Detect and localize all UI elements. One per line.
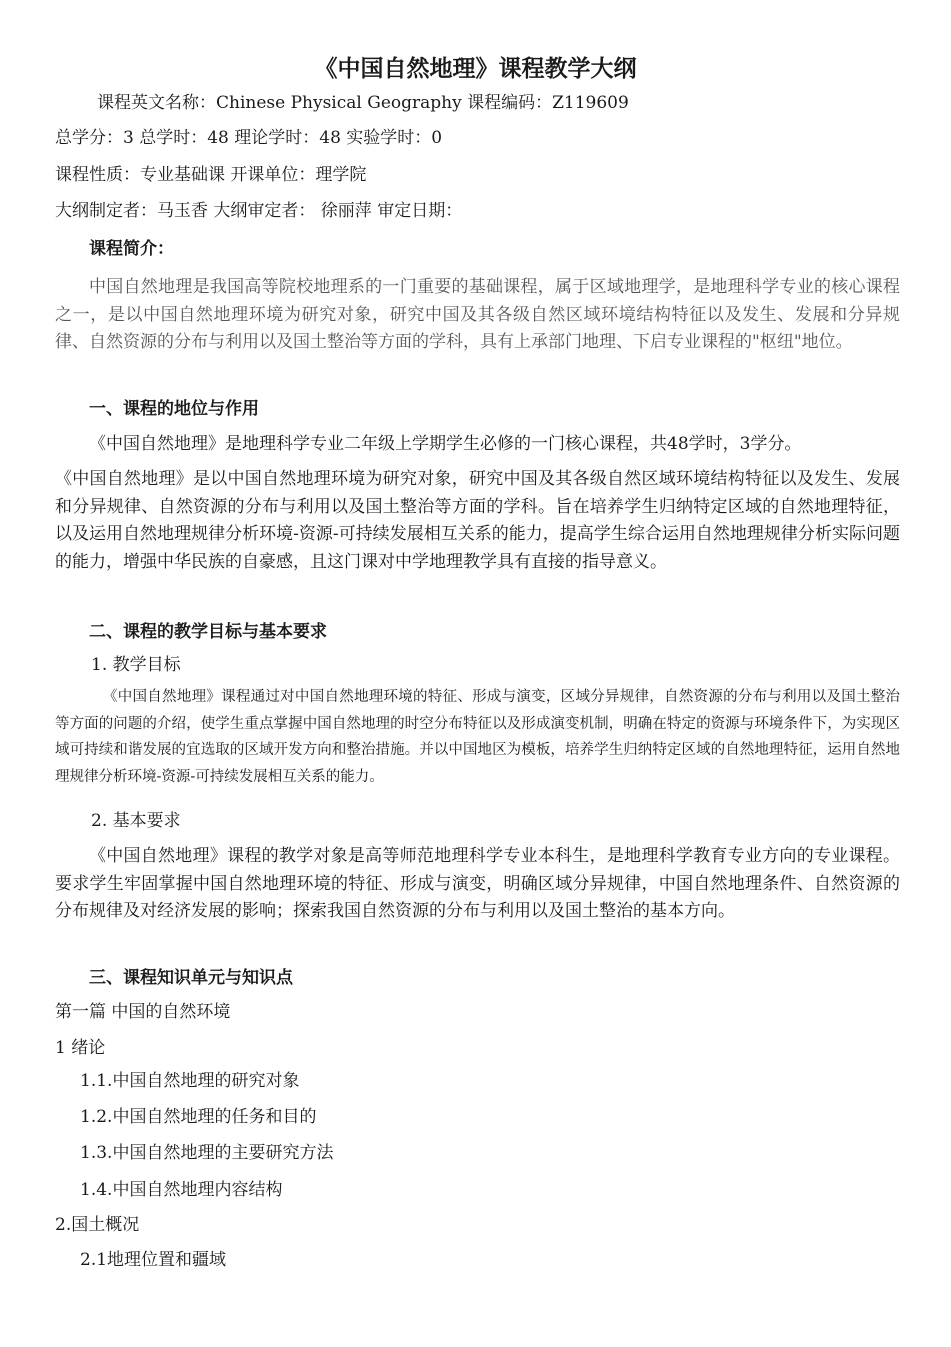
chapter-1-item: 1.2.中国自然地理的任务和目的 (80, 1107, 317, 1127)
course-credits: 总学分：3 总学时：48 理论学时：48 实验学时：0 (55, 128, 443, 148)
chapter-1-item: 1.1.中国自然地理的研究对象 (80, 1071, 300, 1091)
section1-heading: 一、课程的地位与作用 (89, 399, 259, 419)
part-1-title: 第一篇 中国的自然环境 (55, 1002, 231, 1022)
chapter-2-title: 2.国土概况 (55, 1215, 140, 1235)
goal-heading: 1. 教学目标 (91, 655, 181, 675)
section3-heading: 三、课程知识单元与知识点 (89, 968, 293, 988)
requirements-heading: 2. 基本要求 (91, 811, 181, 831)
section1-paragraph: 《中国自然地理》是以中国自然地理环境为研究对象，研究中国及其各级自然区域环境结构特征以及发生、发展和分异规律、自然资源的分布与利用以及国土整治等方面的学科。旨在培养学生归纳特定区域的自然地理特征，以及运用自然地理规律分析环境-资源-可持续发展相互关系的能力，提高学生综合运用自然地理规律分析实际问题的能力，增强中华民族的自豪感，且这门课对中学地理教学具有直接的指导意义。 (55, 469, 900, 572)
requirements-paragraph: 《中国自然地理》课程的教学对象是高等师范地理科学专业本科生，是地理科学教育专业方向的专业课程。要求学生牢固掌握中国自然地理环境的特征、形成与演变，明确区域分异规律，中国自然地理条件、自然资源的分布规律及对经济发展的影响；探索我国自然资源的分布与利用以及国土整治的基本方向。 (55, 846, 900, 921)
chapter-2-item: 2.1地理位置和疆域 (80, 1250, 227, 1270)
intro-heading: 课程简介： (89, 239, 174, 259)
section1-first-line: 《中国自然地理》是地理科学专业二年级上学期学生必修的一门核心课程，共48学时，3学分。 (89, 434, 802, 454)
chapter-1-item: 1.3.中国自然地理的主要研究方法 (80, 1143, 334, 1163)
intro-paragraph: 中国自然地理是我国高等院校地理系的一门重要的基础课程，属于区域地理学，是地理科学专业的核心课程之一，是以中国自然地理环境为研究对象，研究中国及其各级自然区域环境结构特征以及发生、发展和分异规律、自然资源的分布与利用以及国土整治等方面的学科，具有上承部门地理、下启专业课程的"枢纽"地位。 (55, 277, 900, 352)
course-authors: 大纲制定者：马玉香 大纲审定者： 徐丽萍 审定日期： (55, 201, 463, 221)
document-title: 《中国自然地理》课程教学大纲 (314, 56, 637, 82)
course-english-name: 课程英文名称：Chinese Physical Geography 课程编码：Z119609 (97, 93, 629, 113)
chapter-1-title: 1 绪论 (55, 1038, 106, 1058)
goal-paragraph: 《中国自然地理》课程通过对中国自然地理环境的特征、形成与演变，区域分异规律，自然资源的分布与利用以及国土整治等方面的问题的介绍，使学生重点掌握中国自然地理的时空分布特征以及形成演变机制，明确在特定的资源与环境条件下，为实现区域可持续和谐发展的宜选取的区域开发方向和整治措施。并以中国地区为模板，培养学生归纳特定区域的自然地理特征，运用自然地理规律分析环境-资源-可持续发展相互关系的能力。 (55, 689, 900, 785)
chapter-1-item: 1.4.中国自然地理内容结构 (80, 1180, 283, 1200)
course-nature: 课程性质：专业基础课 开课单位：理学院 (55, 165, 367, 185)
section2-heading: 二、课程的教学目标与基本要求 (89, 622, 327, 642)
